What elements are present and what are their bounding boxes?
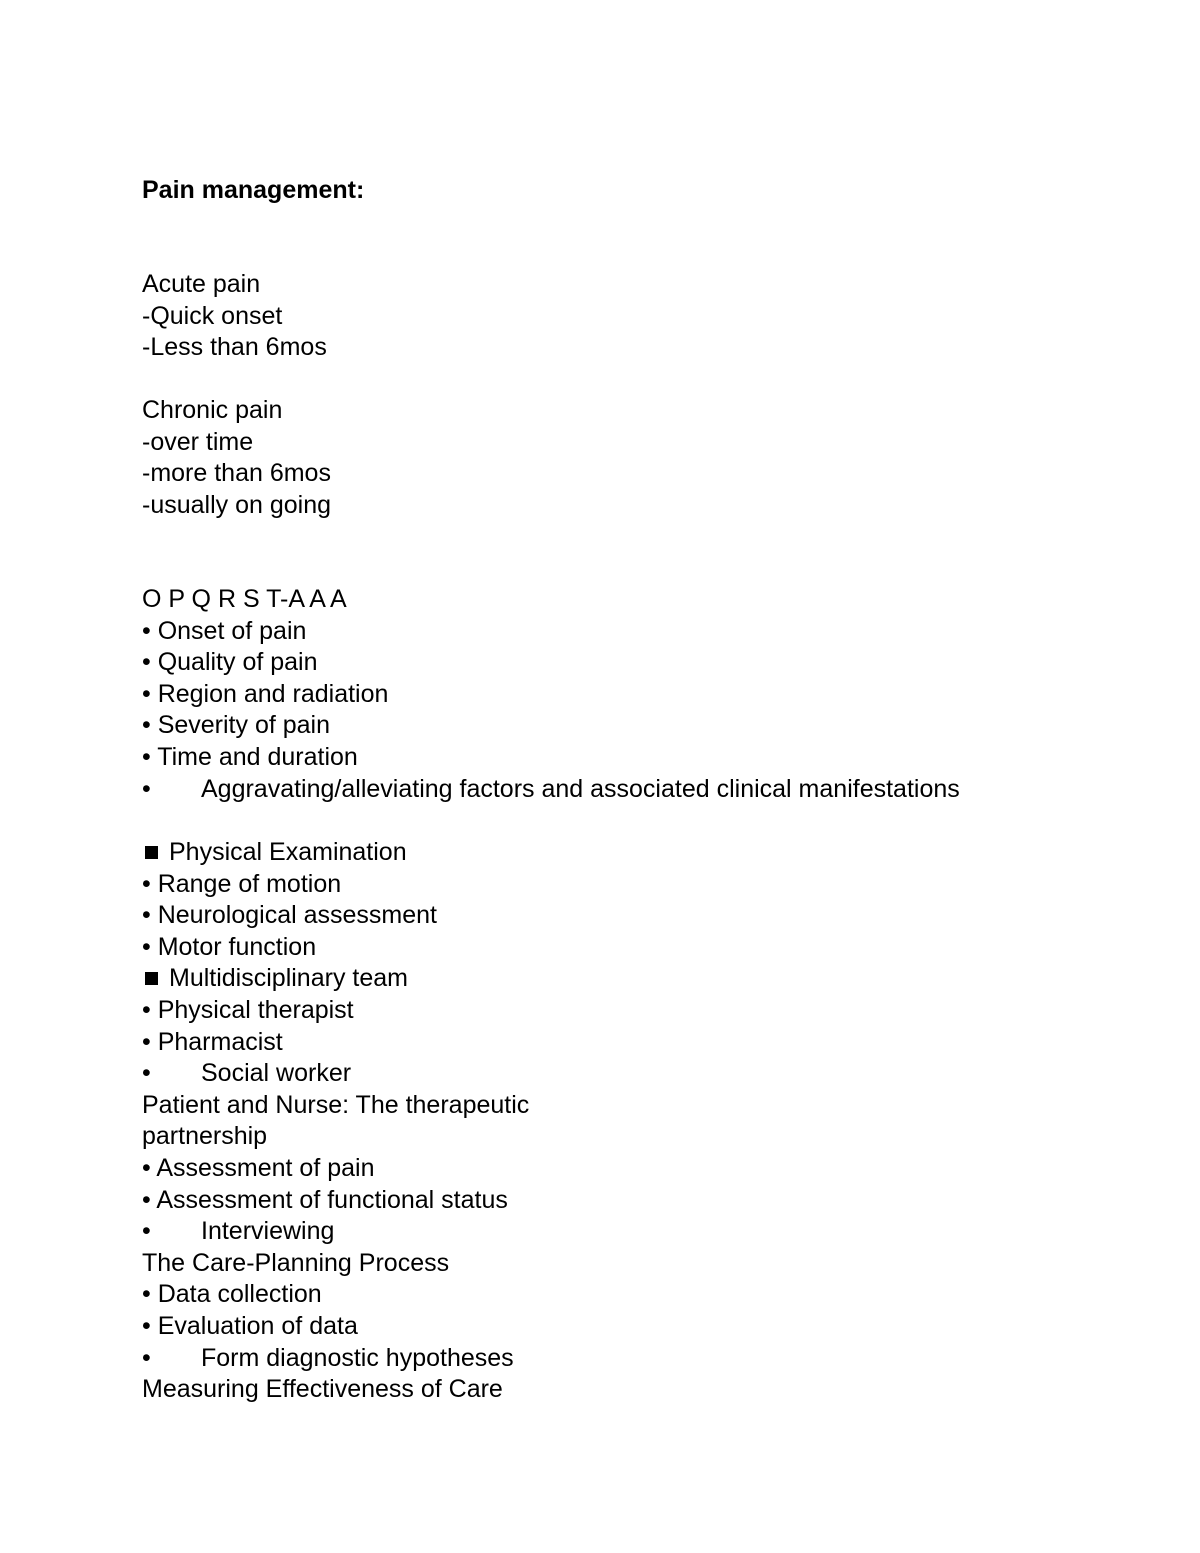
- section-heading: Chronic pain: [142, 396, 283, 424]
- list-item: • Assessment of pain: [142, 1153, 375, 1182]
- list-item: [142, 1343, 529, 1375]
- heading-text: Multidisciplinary team: [169, 964, 408, 993]
- list-item-text: Social worker: [201, 1059, 352, 1088]
- section-heading-continued: partnership: [142, 1122, 268, 1151]
- opqrst-section: [142, 584, 960, 805]
- list-item-text: Interviewing: [201, 1217, 335, 1246]
- list-item: -more than 6mos: [142, 459, 331, 488]
- list-item: • Quality of pain: [142, 648, 318, 677]
- section-heading: [142, 837, 529, 869]
- list-item: [142, 1216, 529, 1248]
- list-item: • Motor function: [142, 932, 317, 961]
- list-item: -usually on going: [142, 490, 332, 519]
- list-item: • Neurological assessment: [142, 901, 437, 930]
- section-heading: Acute pain: [142, 270, 261, 298]
- section-heading: The Care-Planning Process: [142, 1248, 450, 1277]
- list-item-text: Form diagnostic hypotheses: [201, 1343, 514, 1372]
- heading-text: Physical Examination: [169, 838, 407, 866]
- examination-section: [142, 837, 529, 1406]
- list-item: • Severity of pain: [142, 711, 331, 740]
- list-item: • Region and radiation: [142, 679, 389, 708]
- acute-pain-section: [142, 269, 327, 364]
- list-item: -over time: [142, 427, 254, 456]
- list-item: • Pharmacist: [142, 1027, 283, 1056]
- square-bullet-icon: [145, 846, 158, 859]
- list-item-text: Aggravating/alleviating factors and associated clinical manifestations: [201, 774, 960, 803]
- list-item: • Physical therapist: [142, 995, 354, 1024]
- chronic-pain-section: [142, 395, 331, 521]
- bullet: •: [142, 1343, 151, 1372]
- list-item: • Evaluation of data: [142, 1311, 358, 1340]
- section-heading: Measuring Effectiveness of Care: [142, 1375, 503, 1404]
- list-item: • Time and duration: [142, 742, 358, 771]
- bullet: •: [142, 1059, 151, 1088]
- list-item: • Onset of pain: [142, 616, 307, 645]
- list-item: -Quick onset: [142, 301, 283, 330]
- list-item: -Less than 6mos: [142, 333, 327, 362]
- list-item: • Assessment of functional status: [142, 1185, 508, 1214]
- section-heading: Patient and Nurse: The therapeutic: [142, 1090, 530, 1119]
- list-item: [142, 774, 960, 806]
- section-heading: O P Q R S T-A A A: [142, 585, 347, 613]
- section-heading: [142, 963, 529, 995]
- bullet: •: [142, 774, 151, 803]
- square-bullet-icon: [145, 972, 158, 985]
- document-title: Pain management:: [142, 176, 365, 204]
- list-item: • Data collection: [142, 1280, 322, 1309]
- bullet: •: [142, 1217, 151, 1246]
- list-item: [142, 1058, 529, 1090]
- list-item: • Range of motion: [142, 869, 342, 898]
